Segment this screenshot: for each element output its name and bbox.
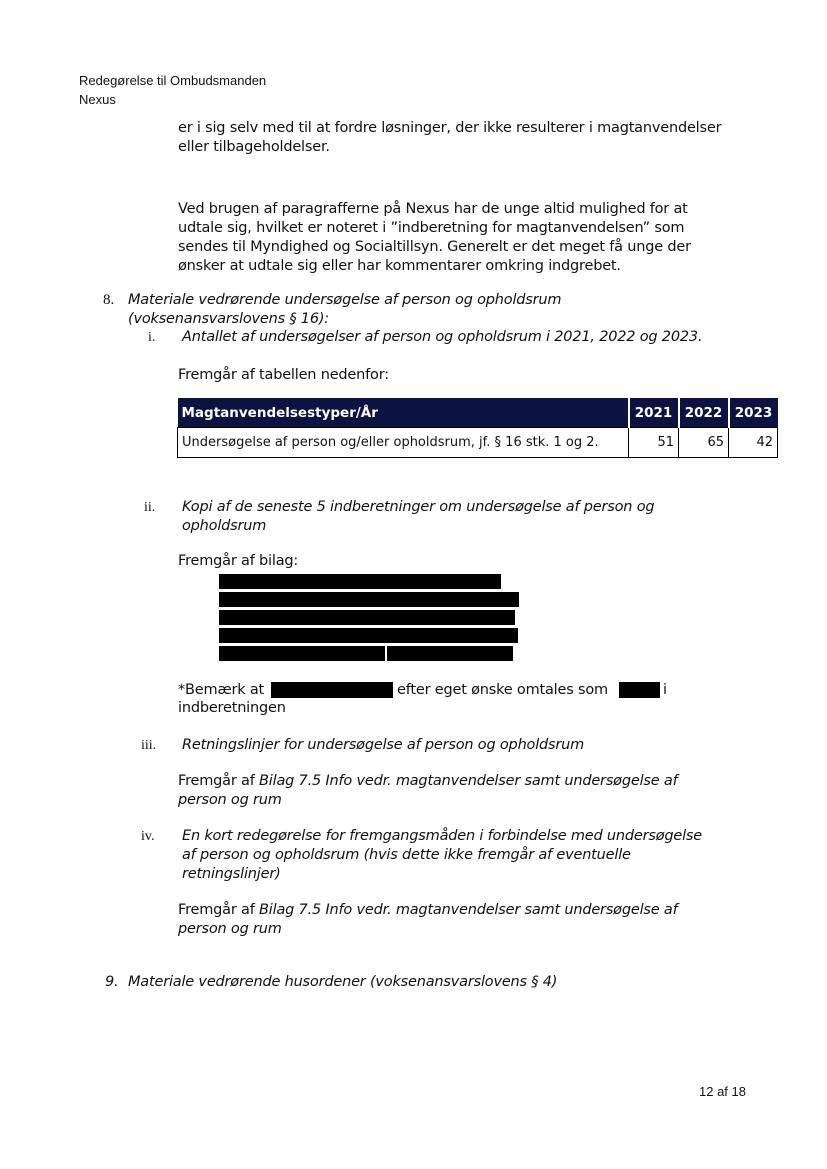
section-9-title: Materiale vedrørende husordener (voksenansvarslovens § 4) <box>128 974 558 990</box>
note-suffix: i <box>663 682 667 698</box>
text-line: Ved brugen af paragrafferne på Nexus har de unge altid mulighed for at <box>178 201 688 217</box>
text-line <box>178 901 677 920</box>
text-line <box>178 772 677 791</box>
table-cell-2022: 65 <box>679 428 729 458</box>
text-line: sendes til Myndighed og Socialtillsyn. Generelt er det meget få unge der <box>178 239 691 255</box>
item-iv-text <box>182 827 702 884</box>
item-i-text: Antallet af undersøgelser af person og opholdsrum i 2021, 2022 og 2023. <box>182 329 703 345</box>
table-header-2023: 2023 <box>729 398 778 428</box>
redaction-block <box>619 682 660 698</box>
item-iii-numeral: iii. <box>141 738 157 753</box>
item-i-response: Fremgår af tabellen nedenfor: <box>178 367 389 383</box>
bilag-reference: Bilag 7.5 Info vedr. magtanvendelser samt undersøgelse af <box>259 902 678 918</box>
section-8-number: 8. <box>103 292 115 308</box>
note-middle: efter eget ønske omtales som <box>397 682 608 698</box>
document-header <box>79 71 266 109</box>
table-header-type: Magtanvendelsestyper/År <box>178 398 629 428</box>
item-ii-response: Fremgår af bilag: <box>178 553 299 569</box>
table-header-2021: 2021 <box>629 398 679 428</box>
table-row <box>178 428 778 458</box>
text-line: ønsker at udtale sig eller har kommentarer omkring indgrebet. <box>178 258 621 274</box>
table-header-row <box>178 398 778 428</box>
text-line: opholdsrum <box>182 518 267 534</box>
table-header-2022: 2022 <box>679 398 729 428</box>
intro-paragraph-2 <box>178 200 691 276</box>
item-ii-text <box>182 498 654 536</box>
redaction-block <box>219 574 501 589</box>
header-subtitle: Nexus <box>79 92 116 107</box>
note-line-2: indberetningen <box>178 700 286 716</box>
response-prefix: Fremgår af <box>178 902 255 918</box>
text-line: person og rum <box>178 792 282 808</box>
header-title: Redegørelse til Ombudsmanden <box>79 73 267 88</box>
bilag-reference: Bilag 7.5 Info vedr. magtanvendelser samt undersøgelse af <box>259 773 678 789</box>
item-iv-numeral: iv. <box>141 829 155 844</box>
item-iv-response <box>178 901 677 939</box>
text-line: udtale sig, hvilket er noteret i ”indberetning for magtanvendelsen” som <box>178 220 685 236</box>
table-cell-2023: 42 <box>729 428 778 458</box>
magtanvendelse-table <box>177 398 778 458</box>
page-number: 12 af 18 <box>699 1084 746 1099</box>
section-8-title <box>128 291 561 329</box>
item-ii-numeral: ii. <box>144 500 156 515</box>
text-line: Kopi af de seneste 5 indberetninger om undersøgelse af person og <box>182 499 655 515</box>
item-iii-text: Retningslinjer for undersøgelse af person og opholdsrum <box>182 737 585 753</box>
text-line: En kort redegørelse for fremgangsmåden i forbindelse med undersøgelse <box>182 828 703 844</box>
redaction-block <box>219 610 515 625</box>
redaction-block <box>219 628 518 643</box>
redaction-block <box>271 682 393 698</box>
item-iii-response <box>178 772 677 810</box>
intro-paragraph-1 <box>178 119 721 157</box>
redaction-block <box>219 592 519 607</box>
text-line: eller tilbageholdelser. <box>178 139 330 155</box>
text-line: retningslinjer) <box>182 866 281 882</box>
section-9-number: 9. <box>105 974 119 990</box>
note-prefix: *Bemærk at <box>178 682 265 698</box>
redaction-block <box>387 646 513 661</box>
text-line: af person og opholdsrum (hvis dette ikke fremgår af eventuelle <box>182 847 631 863</box>
item-i-numeral: i. <box>148 330 156 345</box>
response-prefix: Fremgår af <box>178 773 255 789</box>
text-line: Materiale vedrørende undersøgelse af person og opholdsrum <box>128 292 562 308</box>
text-line: person og rum <box>178 921 282 937</box>
redaction-block <box>219 646 385 661</box>
table-cell-2021: 51 <box>629 428 679 458</box>
table-cell-label: Undersøgelse af person og/eller opholdsrum, jf. § 16 stk. 1 og 2. <box>178 428 629 458</box>
text-line: er i sig selv med til at fordre løsninger, der ikke resulterer i magtanvendelser <box>178 120 722 136</box>
text-line: (voksenansvarslovens § 16): <box>128 311 329 327</box>
